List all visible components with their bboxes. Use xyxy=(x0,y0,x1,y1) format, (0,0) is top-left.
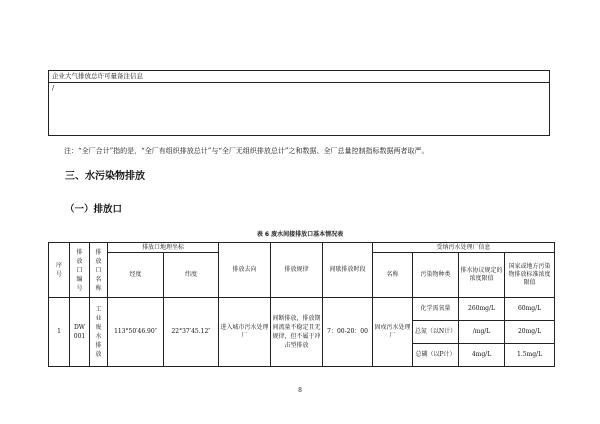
header-destination: 排放去向 xyxy=(219,243,271,298)
cell-national-limit: 60mg/L xyxy=(505,298,555,321)
header-outlet-name: 排放口名称 xyxy=(90,243,108,298)
table-caption: 表 6 废水间接排放口基本情况表 xyxy=(256,231,344,238)
header-plant-group: 受纳污水处理厂信息 xyxy=(373,243,555,253)
cell-agreed-limit: 4mg/L xyxy=(459,344,505,367)
table-header-row xyxy=(49,243,555,253)
header-intermittent-period: 间歇排放时段 xyxy=(323,243,373,298)
header-plant-name: 名称 xyxy=(373,253,413,298)
record-info-content: / xyxy=(52,84,55,92)
header-seq: 序号 xyxy=(49,243,70,298)
cell-pattern: 间断排放，排放期间流量不稳定且无规律，但不属于冲击型排放 xyxy=(271,298,323,367)
page-number: 8 xyxy=(298,387,302,394)
cell-agreed-limit: 260mg/L xyxy=(459,298,505,321)
header-pollutant: 污染物种类 xyxy=(413,253,459,298)
cell-pollutant: 总氮（以N计） xyxy=(413,321,459,344)
record-info-box xyxy=(48,70,550,136)
header-agreed-limit: 排水协议规定的浓度限值 xyxy=(459,253,505,298)
cell-pollutant: 总磷（以P计） xyxy=(413,344,459,367)
subsection-heading: （一）排放口 xyxy=(65,204,123,215)
cell-longitude: 113°50′46.90″ xyxy=(108,298,164,367)
cell-plant-name: 固戍污水处理厂 xyxy=(373,298,413,367)
note-text: 注：“全厂合计”指的是，“全厂有组织排放总计”与“全厂无组织排放总计”之和数据、全厂总量控制指标数据两者取严。 xyxy=(64,147,429,155)
discharge-outlet-table xyxy=(48,242,555,367)
cell-destination: 进入城市污水处理厂 xyxy=(219,298,271,367)
cell-intermittent-period: 7：00-20：00 xyxy=(323,298,373,367)
header-outlet-no: 排放口编号 xyxy=(70,243,90,298)
cell-pollutant: 化学需氧量 xyxy=(413,298,459,321)
cell-national-limit: 1.5mg/L xyxy=(505,344,555,367)
table-row xyxy=(49,298,555,321)
header-pattern: 排放规律 xyxy=(271,243,323,298)
cell-national-limit: 20mg/L xyxy=(505,321,555,344)
header-longitude: 经度 xyxy=(108,253,164,298)
cell-agreed-limit: /mg/L xyxy=(459,321,505,344)
cell-outlet-name: 工业废水排放 xyxy=(90,298,108,367)
cell-outlet-no: DW001 xyxy=(70,298,90,367)
cell-latitude: 22°37′45.12″ xyxy=(164,298,219,367)
header-latitude: 纬度 xyxy=(164,253,219,298)
record-info-title: 企业大气排放总许可量备注信息 xyxy=(49,71,549,83)
header-national-limit: 国家或地方污染物排放标准浓度限值 xyxy=(505,253,555,298)
header-coords-group: 排放口地理坐标 xyxy=(108,243,219,253)
cell-seq: 1 xyxy=(49,298,70,367)
section-heading: 三、水污染物排放 xyxy=(65,171,145,182)
